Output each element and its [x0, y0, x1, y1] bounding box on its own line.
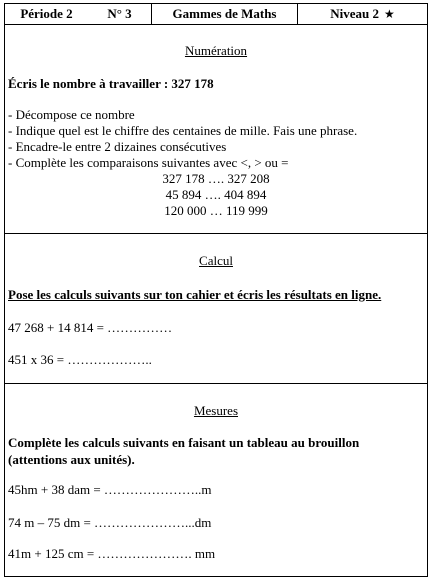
mesures-op-2: 74 m – 75 dm = …………………...dm: [8, 515, 212, 530]
header-numero: N° 3: [88, 4, 152, 24]
calcul-instruction: Pose les calculs suivants sur ton cahier et écris les résultats en ligne.: [8, 287, 382, 302]
worksheet: [4, 3, 428, 577]
mesures-instruction: Complète les calculs suivants en faisant un tableau au brouillon (attentions aux unités).: [8, 435, 360, 467]
numeration-task-4: - Complète les comparaisons suivantes avec <, > ou =: [8, 155, 289, 170]
numeration-task-2: - Indique quel est le chiffre des centaines de mille. Fais une phrase.: [8, 123, 358, 138]
calcul-op-1: 47 268 + 14 814 = ……………: [8, 320, 173, 335]
section-numeration: [5, 24, 427, 234]
section-title-numeration: Numération: [184, 43, 248, 58]
header-niveau: Niveau 2: [330, 6, 379, 21]
section-title-mesures: Mesures: [193, 403, 239, 418]
header-gammes: Gammes de Maths: [152, 4, 298, 24]
header-niveau-cell: [298, 4, 427, 24]
section-calcul: [5, 234, 427, 384]
mesures-op-1: 45hm + 38 dam = …………………..m: [8, 482, 212, 497]
header-bar: [5, 4, 427, 25]
numeration-task-1: - Décompose ce nombre: [8, 107, 135, 122]
numeration-task-3: - Encadre-le entre 2 dizaines consécutives: [8, 139, 227, 154]
mesures-op-3: 41m + 125 cm = …………………. mm: [8, 546, 216, 561]
star-icon: ★: [383, 7, 395, 21]
calcul-op-2: 451 x 36 = ………………..: [8, 352, 152, 367]
comparison-3: 120 000 … 119 999: [164, 203, 268, 218]
section-title-calcul: Calcul: [199, 253, 233, 268]
section-mesures: [5, 384, 427, 577]
comparison-2: 45 894 …. 404 894: [165, 187, 267, 202]
numeration-prompt: Écris le nombre à travailler : 327 178: [8, 76, 214, 91]
comparison-1: 327 178 …. 327 208: [162, 171, 270, 186]
header-periode: Période 2: [20, 6, 73, 21]
